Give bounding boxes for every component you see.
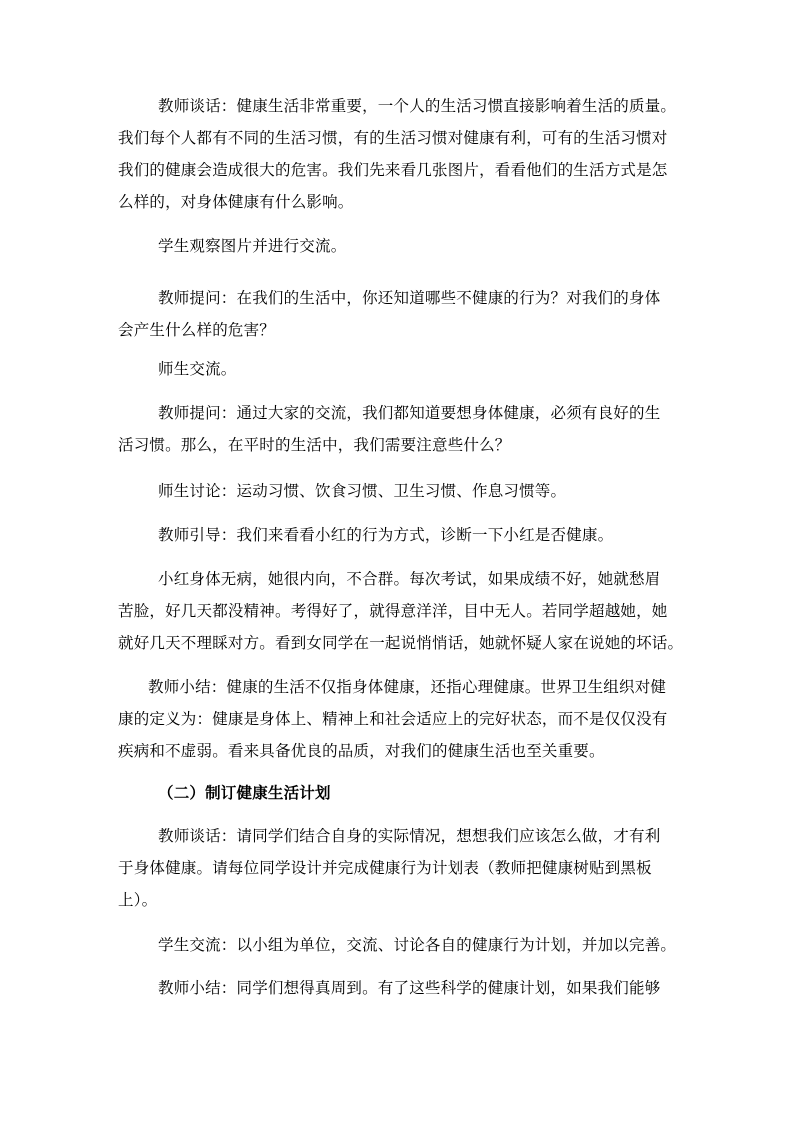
text-line: 苦脸，好几天都没精神。考得好了，就得意洋洋，目中无人。若同学超越她，她 (118, 602, 668, 620)
text-line: 教师提问：通过大家的交流，我们都知道要想身体健康，必须有良好的生 (158, 404, 661, 422)
paragraph-xiaohong-case (118, 563, 684, 659)
text-line: 么样的，对身体健康有什么影响。 (118, 193, 354, 211)
text-line: 教师提问：在我们的生活中，你还知道哪些不健康的行为？对我们的身体 (158, 289, 661, 307)
text-line: 我们每个人都有不同的生活习惯，有的生活习惯对健康有利，可有的生活习惯对 (118, 129, 668, 147)
paragraph-discussion (118, 475, 678, 507)
text-line: 教师小结：健康的生活不仅指身体健康，还指心理健康。世界卫生组织对健 (148, 678, 667, 696)
text-line: 师生交流。 (158, 360, 237, 378)
text-line: 会产生什么样的危害？ (118, 321, 276, 339)
paragraph-teacher-question-2 (118, 397, 678, 461)
text-line: 小红身体无病，她很内向，不合群。每次考试，如果成绩不好，她就愁眉 (158, 570, 661, 588)
text-line: 就好几天不理睬对方。看到女同学在一起说悄悄话，她就怀疑人家在说她的坏话。 (118, 634, 684, 652)
paragraph-teacher-summary-2 (118, 972, 678, 1004)
text-line: 康的定义为：健康是身体上、精神上和社会适应上的完好状态，而不是仅仅没有 (118, 710, 668, 728)
paragraph-teacher-question-1 (118, 282, 678, 346)
text-line: 上）。 (118, 891, 158, 909)
paragraph-student-observe (118, 230, 678, 262)
paragraph-teacher-guide (118, 519, 678, 551)
text-line: 学生观察图片并进行交流。 (158, 237, 347, 255)
text-line: 于身体健康。请每位同学设计并完成健康行为计划表（教师把健康树贴到黑板 (118, 859, 652, 877)
text-line: 教师小结：同学们想得真周到。有了这些科学的健康计划，如果我们能够 (158, 979, 661, 997)
section-heading (118, 777, 678, 809)
section-heading-text: （二）制订健康生活计划 (158, 784, 331, 802)
paragraph-teacher-summary-1 (118, 671, 678, 767)
text-line: 活习惯。那么，在平时的生活中，我们需要注意些什么？ (118, 436, 511, 454)
text-line: 教师引导：我们来看看小红的行为方式，诊断一下小红是否健康。 (158, 526, 614, 544)
text-line: 疾病和不虚弱。看来具备优良的品质，对我们的健康生活也至关重要。 (118, 742, 605, 760)
text-line: 我们的健康会造成很大的危害。我们先来看几张图片，看看他们的生活方式是怎 (118, 161, 668, 179)
paragraph-student-exchange (118, 929, 678, 961)
paragraph-exchange (118, 353, 678, 385)
text-line: 教师谈话：请同学们结合自身的实际情况，想想我们应该怎么做，才有利 (158, 827, 661, 845)
text-line: 教师谈话：健康生活非常重要，一个人的生活习惯直接影响着生活的质量。 (158, 97, 677, 115)
paragraph-teacher-talk-1 (118, 90, 678, 218)
text-line: 学生交流：以小组为单位，交流、讨论各自的健康行为计划，并加以完善。 (158, 936, 677, 954)
paragraph-teacher-talk-2 (118, 820, 678, 916)
text-line: 师生讨论：运动习惯、饮食习惯、卫生习惯、作息习惯等。 (158, 482, 567, 500)
